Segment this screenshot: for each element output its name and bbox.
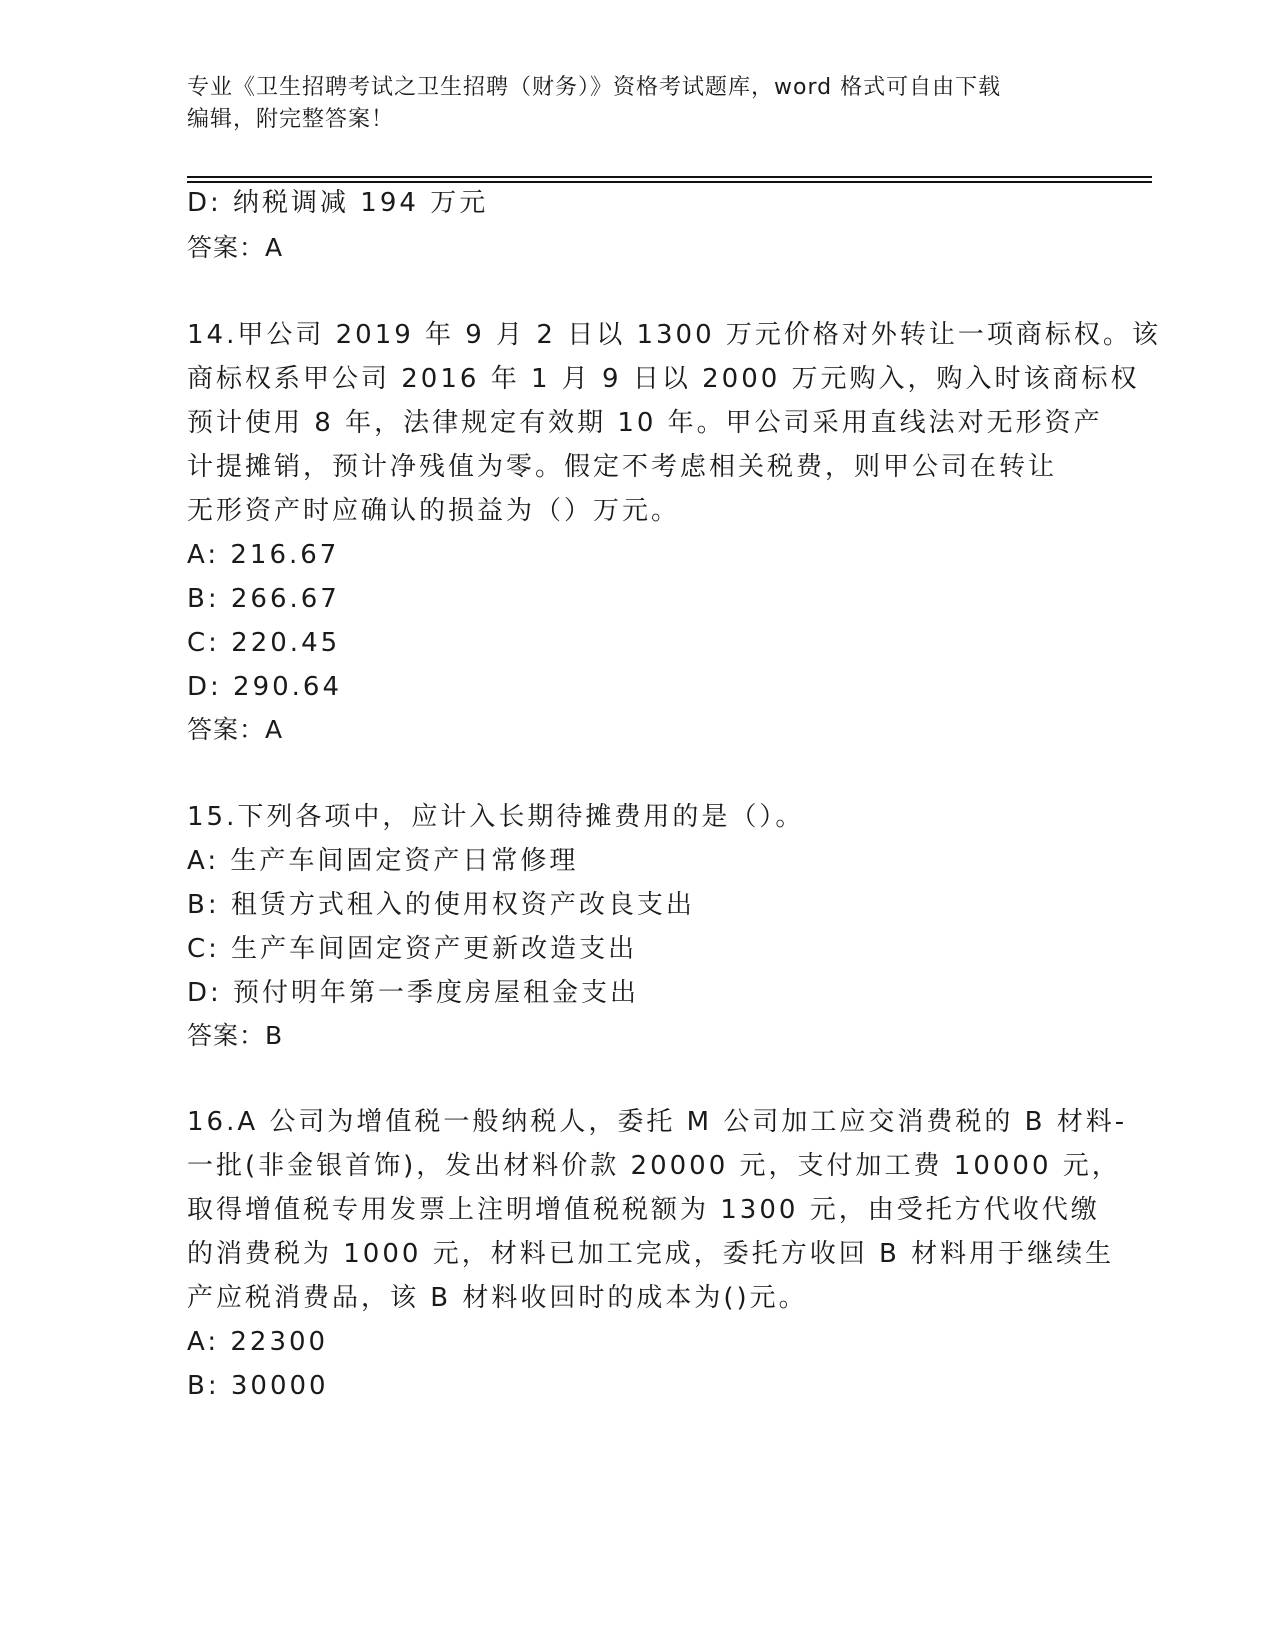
q16-stem-line-2: 一批(非金银首饰)，发出材料价款 20000 元，支付加工费 10000 元，: [187, 1151, 1121, 1181]
q13-option-d: D: 纳税调减 194 万元: [187, 188, 489, 218]
header-divider-bottom: [187, 181, 1152, 183]
q15-option-c: C: 生产车间固定资产更新改造支出: [187, 934, 638, 964]
q14-stem-line-4: 计提摊销，预计净残值为零。假定不考虑相关税费，则甲公司在转让: [187, 452, 1058, 482]
q15-option-b: B: 租赁方式租入的使用权资产改良支出: [187, 890, 695, 920]
q16-option-b: B: 30000: [187, 1371, 329, 1401]
q16-stem-line-5: 产应税消费品，该 B 材料收回时的成本为()元。: [187, 1283, 808, 1313]
header-divider-top: [187, 176, 1152, 178]
header-line-2: 编辑，附完整答案！: [187, 107, 395, 132]
q15-answer: 答案：B: [187, 1021, 284, 1050]
page-header: [187, 72, 1067, 136]
q16-stem-line-4: 的消费税为 1000 元，材料已加工完成，委托方收回 B 材料用于继续生: [187, 1239, 1115, 1269]
q14-stem-line-2: 商标权系甲公司 2016 年 1 月 9 日以 2000 万元购入，购入时该商标权: [187, 364, 1140, 394]
q15-stem: 15.下列各项中，应计入长期待摊费用的是（）。: [187, 802, 805, 832]
q15-option-d: D: 预付明年第一季度房屋租金支出: [187, 978, 640, 1008]
q14-option-b: B: 266.67: [187, 584, 340, 614]
q16-option-a: A: 22300: [187, 1327, 329, 1357]
q14-option-d: D: 290.64: [187, 672, 343, 702]
q16-stem-line-1: 16.A 公司为增值税一般纳税人，委托 M 公司加工应交消费税的 B 材料-: [187, 1107, 1128, 1137]
q13-answer: 答案：A: [187, 233, 284, 262]
q14-option-c: C: 220.45: [187, 628, 341, 658]
q14-stem-line-1: 14.甲公司 2019 年 9 月 2 日以 1300 万元价格对外转让一项商标权。该: [187, 320, 1161, 350]
header-line-1: 专业《卫生招聘考试之卫生招聘（财务）》资格考试题库，word 格式可自由下载: [187, 75, 1002, 100]
q14-answer: 答案：A: [187, 715, 284, 744]
q14-option-a: A: 216.67: [187, 540, 340, 570]
q14-stem-line-5: 无形资产时应确认的损益为（）万元。: [187, 496, 681, 526]
q14-stem-line-3: 预计使用 8 年，法律规定有效期 10 年。甲公司采用直线法对无形资产: [187, 408, 1103, 438]
q15-option-a: A: 生产车间固定资产日常修理: [187, 846, 579, 876]
q16-stem-line-3: 取得增值税专用发票上注明增值税税额为 1300 元，由受托方代收代缴: [187, 1195, 1100, 1225]
